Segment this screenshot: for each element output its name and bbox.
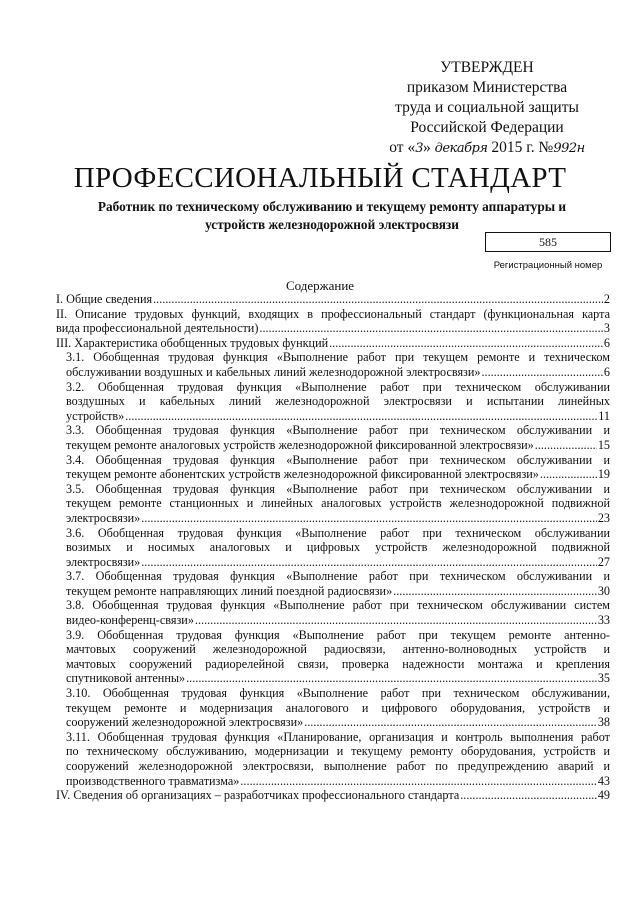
toc-page-number: 30: [597, 583, 610, 598]
approval-ministry-line: труда и социальной защиты: [395, 99, 579, 116]
date-year: 2015 г. №: [491, 139, 554, 156]
toc-entry-last-line: [66, 671, 610, 686]
toc-entry-line: текущем ремонте и модернизация аналогового и цифрового оборудования, устройств и: [66, 700, 610, 715]
toc-entry: [56, 482, 610, 526]
toc-entry-line: 3.2. Обобщенная трудовая функция «Выполнение работ при техническом обслуживании: [66, 379, 610, 394]
toc-entry-line: 3.4. Обобщенная трудовая функция «Выполнение работ при техническом обслуживании и: [66, 452, 610, 467]
toc-entry-text: сооружений железнодорожной электросвязи»: [66, 715, 304, 730]
toc-heading: Содержание: [285, 278, 355, 293]
subtitle-line-2: устройств железнодорожной электросвязи: [205, 217, 459, 232]
document-title: ПРОФЕССИОНАЛЬНЫЙ СТАНДАРТ: [73, 162, 567, 194]
toc-entry: [56, 307, 610, 336]
approval-order-line: приказом Министерства: [406, 79, 568, 96]
toc-entry-last-line: [56, 788, 610, 803]
toc-entry-text: устройств»: [66, 408, 125, 423]
toc-entry-text: I. Общие сведения: [56, 292, 153, 306]
toc-entry-last-line: [66, 555, 610, 570]
toc-entry: [56, 628, 610, 686]
toc-leader-dots: [540, 467, 597, 482]
toc-entry-text: IV. Сведения об организациях – разработчиках профессионального стандарта: [56, 788, 460, 803]
date-mid: »: [423, 139, 431, 156]
toc-page-number: 15: [597, 437, 610, 452]
toc-entry-line: возимых и носимых аналоговых и цифровых устройств железнодорожной подвижной: [66, 540, 610, 555]
toc-entry-last-line: [66, 511, 610, 526]
toc-entry-last-line: [66, 365, 610, 380]
toc-entry-line: текущем ремонте станционных и линейных аналоговых устройств железнодорожной подвижной: [66, 496, 610, 511]
toc-entry-text: спутниковой антенны»: [66, 671, 186, 686]
toc-leader-dots: [329, 336, 603, 351]
toc-entry-line: мачтовых сооружений радиорелейной связи, проверка надежности монтажа и крепления: [66, 656, 610, 671]
toc-leader-dots: [240, 774, 596, 789]
toc-entry-text: текущем ремонте абонентских устройств железнодорожной фиксированной электросвязи»: [66, 467, 539, 482]
toc-entry-line: мачтовых сооружений железнодорожной радиосвязи, антенно-волноводных устройств и: [66, 642, 610, 657]
toc-entry: [56, 292, 610, 307]
registration-number-label: Регистрационный номер: [493, 260, 603, 271]
toc-page-number: 11: [598, 408, 610, 423]
toc-leader-dots: [153, 292, 603, 307]
subtitle-line-1: Работник по техническому обслуживанию и текущему ремонту аппаратуры и: [97, 199, 567, 214]
toc-leader-dots: [125, 409, 597, 424]
registration-number-box: 585: [485, 232, 611, 252]
toc-entry-last-line: [66, 584, 610, 599]
toc-leader-dots: [481, 365, 602, 380]
toc-entry-line: 3.11. Обобщенная трудовая функция «Планирование, организация и контроль выполнения работ: [66, 729, 610, 744]
toc-page-number: 6: [603, 335, 610, 350]
toc-entry-line: 3.5. Обобщенная трудовая функция «Выполнение работ при техническом обслуживании и: [66, 481, 610, 496]
approval-federation-line: Российской Федерации: [410, 119, 564, 136]
toc-entry-line: сооружений железнодорожной электросвязи, выполнение работ по предупреждению аварий и: [66, 759, 610, 773]
toc-leader-dots: [304, 715, 597, 730]
toc-entry-line: 3.7. Обобщенная трудовая функция «Выполнение работ при техническом обслуживании и: [66, 569, 610, 584]
toc-page-number: 38: [597, 715, 610, 730]
toc-leader-dots: [460, 788, 597, 803]
toc-entry-text: обслуживании воздушных и кабельных линий железнодорожной электросвязи»: [66, 364, 481, 379]
toc-entry-last-line: [66, 467, 610, 482]
toc-entry-text: текущем ремонте направляющих линий поездной радиосвязи»: [66, 583, 393, 598]
toc-entry-text: вида профессиональной деятельности): [56, 321, 259, 336]
toc-entry: [56, 453, 610, 482]
toc-page-number: 43: [597, 773, 610, 788]
approval-date-line: [362, 138, 612, 159]
date-day-handwritten: 3: [415, 141, 423, 156]
toc-entry-line: 3.3. Обобщенная трудовая функция «Выполнение работ при техническом обслуживании и: [66, 423, 610, 438]
document-subtitle: [62, 198, 602, 234]
toc-entry-line: 3.9. Обобщенная трудовая функция «Выполнение работ при текущем ремонте антенно-: [66, 627, 610, 642]
toc-entry: [56, 336, 610, 351]
date-prefix: от «: [389, 139, 416, 156]
toc-entry-text: электросвязи»: [66, 510, 141, 525]
approval-title: УТВЕРЖДЕН: [440, 59, 534, 76]
toc-page-number: 33: [597, 613, 610, 628]
toc-page-number: 6: [603, 364, 610, 379]
toc-entry-last-line: [66, 438, 610, 453]
toc-page-number: 19: [597, 467, 610, 482]
toc-page-number: 3: [603, 321, 610, 336]
toc-entry-line: 3.6. Обобщенная трудовая функция «Выполнение работ при техническом обслуживании: [66, 525, 610, 540]
toc-entry: [56, 686, 610, 730]
toc-entry: [56, 380, 610, 424]
toc-page-number: 27: [597, 554, 610, 569]
toc-leader-dots: [141, 511, 597, 526]
toc-entry-text: производственного травматизма»: [66, 773, 240, 788]
table-of-contents: [56, 292, 610, 803]
toc-leader-dots: [259, 321, 603, 336]
toc-entry-line: воздушных и кабельных линий железнодорожной электросвязи и испытании линейных: [66, 394, 610, 409]
order-number-handwritten: 992н: [553, 141, 585, 156]
toc-entry-text: текущем ремонте аналоговых устройств железнодорожной фиксированной электросвязи»: [66, 437, 534, 452]
toc-entry: [56, 598, 610, 627]
toc-entry-line: 3.1. Обобщенная трудовая функция «Выполнение работ при текущем ремонте и техническом: [66, 350, 610, 365]
approval-block: [362, 58, 612, 159]
toc-entry-text: видео-конференц-связи»: [66, 613, 194, 628]
toc-leader-dots: [535, 438, 597, 453]
toc-entry-text: III. Характеристика обобщенных трудовых функций: [56, 335, 329, 350]
date-month-handwritten: декабря: [434, 141, 488, 156]
toc-entry-line: 3.8. Обобщенная трудовая функция «Выполнение работ при техническом обслуживании систем: [66, 598, 610, 613]
toc-entry-last-line: [56, 321, 610, 336]
toc-entry-last-line: [66, 613, 610, 628]
toc-entry: [56, 730, 610, 788]
toc-page-number: 49: [597, 788, 610, 803]
toc-entry-line: II. Описание трудовых функций, входящих в профессиональный стандарт (функциональная карта: [56, 306, 610, 321]
toc-entry-line: по техническому обслуживанию, модернизации и текущему ремонту оборудования, устройств и: [66, 744, 610, 759]
toc-leader-dots: [186, 671, 597, 686]
toc-entry-line: 3.10. Обобщенная трудовая функция «Выполнение работ при техническом обслуживании,: [66, 686, 610, 701]
toc-entry-last-line: [56, 336, 610, 351]
toc-page-number: 2: [603, 292, 610, 306]
toc-entry: [56, 423, 610, 452]
toc-page-number: 35: [597, 671, 610, 686]
toc-entry: [56, 788, 610, 803]
toc-leader-dots: [393, 584, 597, 599]
toc-entry: [56, 569, 610, 598]
toc-entry: [56, 526, 610, 570]
toc-entry-last-line: [66, 774, 610, 789]
toc-leader-dots: [141, 555, 597, 570]
toc-entry-last-line: [56, 292, 610, 307]
toc-entry-text: электросвязи»: [66, 554, 141, 569]
toc-page-number: 23: [597, 510, 610, 525]
toc-entry-last-line: [66, 715, 610, 730]
toc-entry: [56, 350, 610, 379]
toc-entry-last-line: [66, 409, 610, 424]
toc-leader-dots: [195, 613, 597, 628]
